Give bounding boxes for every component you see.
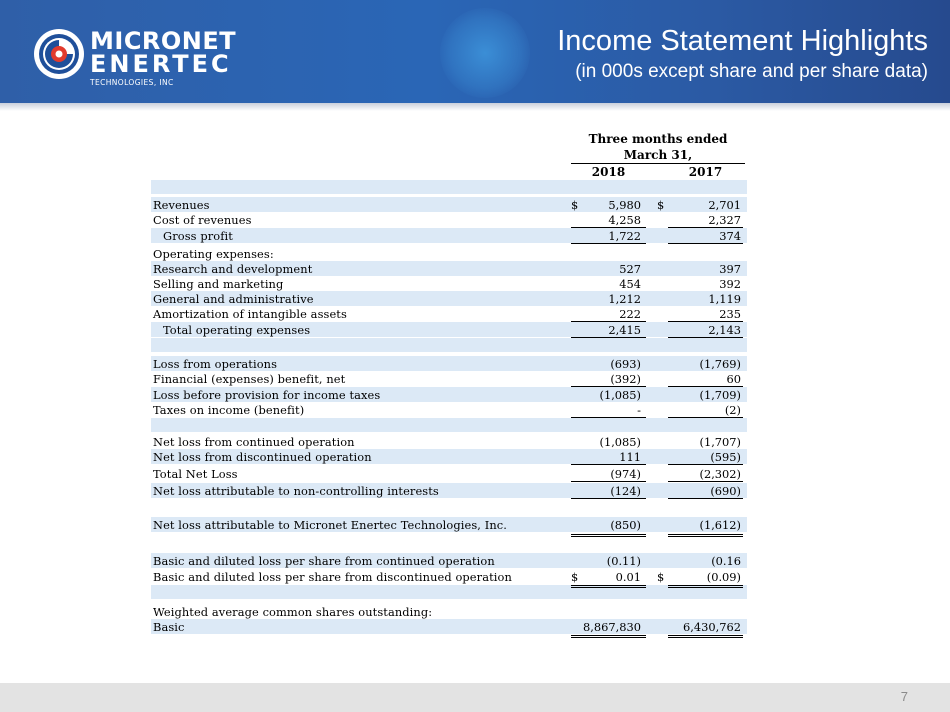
value-2017: 1,119 <box>708 292 741 306</box>
total-rule <box>668 585 743 586</box>
value-2018: (1,085) <box>599 435 641 449</box>
row-label: Net loss from continued operation <box>153 435 355 449</box>
table-row <box>151 434 747 449</box>
total-rule <box>571 481 646 482</box>
row-label: Net loss from discontinued operation <box>153 450 372 464</box>
total-rule <box>571 464 646 465</box>
value-2018: (693) <box>610 357 641 371</box>
year-header-2018: 2018 <box>591 165 626 179</box>
total-rule <box>571 637 646 638</box>
table-row <box>151 619 747 634</box>
table-row <box>151 291 747 306</box>
table-row <box>151 466 747 481</box>
table-row <box>151 212 747 227</box>
value-2018: 4,258 <box>608 213 641 227</box>
value-2018: (850) <box>610 518 641 532</box>
row-label: Financial (expenses) benefit, net <box>153 372 346 386</box>
row-label: Basic and diluted loss per share from discontinued operation <box>153 570 512 584</box>
value-2018: 527 <box>619 262 641 276</box>
table-row <box>151 402 747 417</box>
value-2018: (392) <box>610 372 641 386</box>
total-rule <box>668 637 743 638</box>
row-label: Weighted average common shares outstanding: <box>153 605 433 619</box>
total-rule <box>668 464 743 465</box>
table-row <box>151 306 747 321</box>
slide-subtitle: (in 000s except share and per share data) <box>575 61 928 82</box>
table-row <box>151 228 747 243</box>
row-shade-band <box>151 180 747 194</box>
value-2018: 1,212 <box>608 292 641 306</box>
value-2018: 222 <box>619 307 641 321</box>
period-header <box>571 131 745 163</box>
total-rule <box>571 585 646 586</box>
value-2017: (1,769) <box>699 357 741 371</box>
row-label: Revenues <box>153 198 210 212</box>
value-2018: 2,415 <box>608 323 641 337</box>
value-2018: (1,085) <box>599 388 641 402</box>
total-rule <box>668 536 743 537</box>
row-label: Amortization of intangible assets <box>153 307 347 321</box>
row-label: General and administrative <box>153 292 314 306</box>
row-label: Net loss attributable to non-controlling interests <box>153 484 439 498</box>
banner-glow <box>440 8 530 98</box>
table-row <box>151 483 747 498</box>
value-2017: (2,302) <box>699 467 741 481</box>
currency-symbol: $ <box>571 198 579 212</box>
table-row <box>151 197 747 212</box>
value-2018: 8,867,830 <box>583 620 641 634</box>
total-rule <box>571 498 646 499</box>
value-2017: (1,709) <box>699 388 741 402</box>
row-label: Basic <box>153 620 185 634</box>
period-rule <box>571 163 745 164</box>
row-label: Selling and marketing <box>153 277 284 291</box>
table-row <box>151 356 747 371</box>
row-shade-band <box>151 418 747 432</box>
table-row <box>151 261 747 276</box>
row-shade-band <box>151 585 747 599</box>
value-2018: 111 <box>619 450 641 464</box>
currency-symbol: $ <box>571 570 579 584</box>
total-rule <box>668 498 743 499</box>
table-row <box>151 322 747 337</box>
row-shade-band <box>151 338 747 352</box>
total-rule <box>668 534 743 535</box>
value-2017: 2,701 <box>708 198 741 212</box>
value-2018: 0.01 <box>615 570 641 584</box>
page-number: 7 <box>900 689 908 704</box>
value-2017: 60 <box>726 372 741 386</box>
total-rule <box>571 536 646 537</box>
total-rule <box>668 337 743 338</box>
total-rule <box>668 243 743 244</box>
logo-mark-icon <box>32 27 86 81</box>
table-row <box>151 569 747 584</box>
table-row <box>151 553 747 568</box>
value-2017: (0.16 <box>711 554 741 568</box>
value-2018: (974) <box>610 467 641 481</box>
value-2017: (690) <box>710 484 741 498</box>
table-row <box>151 246 747 261</box>
value-2018: 454 <box>619 277 641 291</box>
table-row <box>151 276 747 291</box>
currency-symbol: $ <box>657 570 665 584</box>
currency-symbol: $ <box>657 198 665 212</box>
row-label: Taxes on income (benefit) <box>153 403 305 417</box>
total-rule <box>571 635 646 636</box>
value-2017: 2,143 <box>708 323 741 337</box>
value-2017: 397 <box>719 262 741 276</box>
total-rule <box>571 337 646 338</box>
value-2017: 374 <box>719 229 741 243</box>
period-line-1: Three months ended <box>588 132 728 146</box>
total-rule <box>571 534 646 535</box>
row-label: Basic and diluted loss per share from continued operation <box>153 554 495 568</box>
table-row <box>151 604 747 619</box>
table-row <box>151 517 747 532</box>
total-rule <box>571 243 646 244</box>
period-line-2: March 31, <box>623 148 693 162</box>
table-row <box>151 387 747 402</box>
value-2017: (2) <box>724 403 741 417</box>
logo-text-micronet: MICRONET <box>90 27 237 55</box>
header-banner <box>0 0 950 103</box>
value-2017: 6,430,762 <box>683 620 741 634</box>
total-rule <box>668 587 743 588</box>
logo-text-technologies: TECHNOLOGIES, INC <box>90 78 174 87</box>
value-2017: 392 <box>719 277 741 291</box>
row-label: Operating expenses: <box>153 247 274 261</box>
row-label: Research and development <box>153 262 313 276</box>
banner-shadow <box>0 103 950 111</box>
row-label: Total operating expenses <box>163 323 311 337</box>
total-rule <box>668 635 743 636</box>
value-2018: (0.11) <box>606 554 641 568</box>
value-2017: (0.09) <box>706 570 741 584</box>
total-rule <box>571 587 646 588</box>
total-rule <box>668 417 743 418</box>
slide-title: Income Statement Highlights <box>557 25 928 57</box>
table-row <box>151 449 747 464</box>
row-label: Net loss attributable to Micronet Enertec Technologies, Inc. <box>153 518 507 532</box>
value-2018: 1,722 <box>608 229 641 243</box>
value-2017: (1,707) <box>699 435 741 449</box>
footer-bar <box>0 683 950 712</box>
value-2018: - <box>637 403 641 417</box>
row-label: Loss before provision for income taxes <box>153 388 381 402</box>
row-label: Cost of revenues <box>153 213 252 227</box>
value-2018: 5,980 <box>608 198 641 212</box>
table-row <box>151 371 747 386</box>
company-logo <box>32 27 242 91</box>
value-2017: (1,612) <box>699 518 741 532</box>
value-2017: (595) <box>710 450 741 464</box>
value-2018: (124) <box>610 484 641 498</box>
total-rule <box>571 417 646 418</box>
row-label: Gross profit <box>163 229 233 243</box>
row-label: Loss from operations <box>153 357 278 371</box>
value-2017: 235 <box>719 307 741 321</box>
year-header-2017: 2017 <box>688 165 723 179</box>
total-rule <box>668 481 743 482</box>
value-2017: 2,327 <box>708 213 741 227</box>
row-label: Total Net Loss <box>153 467 238 481</box>
logo-text-enertec: ENERTEC <box>90 50 232 78</box>
